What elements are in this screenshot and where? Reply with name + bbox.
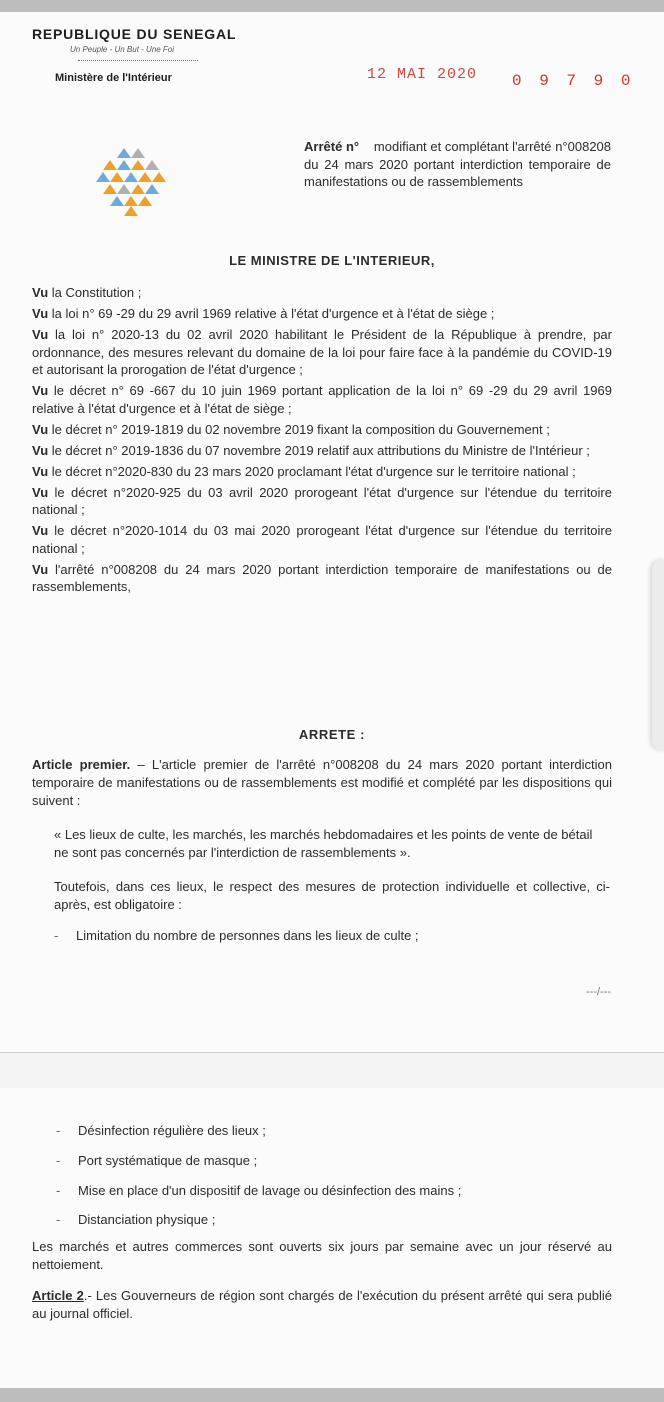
- edge-panel-handle[interactable]: [652, 560, 664, 750]
- bottom-bar: [0, 1388, 664, 1402]
- national-motto: Un Peuple - Un But - Une Foi: [70, 45, 175, 54]
- arrete-heading: ARRETE :: [298, 727, 366, 742]
- consideration-item: Vu le décret n°2020-925 du 03 avril 2020 prorogeant l'état d'urgence sur l'étendue du territoire national ;: [32, 484, 612, 517]
- top-bar: [0, 0, 664, 12]
- list-item: - Distanciation physique ;: [56, 1212, 216, 1227]
- list-item: - Mise en place d'un dispositif de lavage ou désinfection des mains ;: [56, 1183, 462, 1198]
- list-item: - Port systématique de masque ;: [56, 1153, 258, 1168]
- article-1-label: Article premier.: [32, 757, 131, 772]
- republic-title: REPUBLIQUE DU SENEGAL: [32, 26, 237, 42]
- article-1-text: – L'article premier de l'arrêté n°008208 du 24 mars 2020 portant interdiction temporaire de manifestations ou de rassemblements est modifié et complété par les dispositions qui suivent :: [32, 757, 612, 808]
- list-item: - Désinfection régulière des lieux ;: [56, 1123, 266, 1138]
- consideration-item: Vu le décret n°2020-1014 du 03 mai 2020 prorogeant l'état d'urgence sur l'étendue du territoire national ;: [32, 523, 612, 556]
- registration-number-stamp: 0 9 7 9 0: [512, 72, 635, 90]
- header-divider: [78, 60, 198, 61]
- considerations-list: [32, 284, 612, 599]
- consideration-item: Vu la Constitution ;: [32, 285, 142, 300]
- ministry-emblem-icon: [96, 148, 166, 216]
- consideration-item: Vu le décret n° 2019-1819 du 02 novembre 2019 fixant la composition du Gouvernement ;: [32, 421, 550, 437]
- page-gap: [0, 1052, 664, 1089]
- consideration-item: Vu le décret n° 69 -667 du 10 juin 1969 portant application de la loi n° 69 -29 du 29 avril 1969 relative à l'état d'urgence et à l'état de siège ;: [32, 383, 612, 416]
- subject-text: modifiant et complétant l'arrêté n°008208 du 24 mars 2020 portant interdiction temporaire de manifestations ou de rassemblements: [304, 139, 612, 189]
- article-1-quote: « Les lieux de culte, les marchés, les marchés hebdomadaires et les points de vente de bétail ne sont pas concernés par l'interdiction de rassemblements ».: [54, 827, 593, 860]
- page-continuation-mark: ---/---: [586, 986, 612, 998]
- emblem-triangles: [96, 148, 166, 216]
- ministry-name: Ministère de l'Intérieur: [55, 72, 172, 84]
- consideration-item: Vu le décret n°2020-830 du 23 mars 2020 proclamant l'état d'urgence sur le territoire national ;: [32, 463, 576, 479]
- subject-label: Arrêté n°: [304, 139, 360, 154]
- markets-paragraph: Les marchés et autres commerces sont ouverts six jours par semaine avec un jour réservé au nettoiement.: [32, 1239, 612, 1272]
- article-1: [32, 756, 612, 810]
- date-stamp: 12 MAI 2020: [367, 66, 478, 83]
- article-2-text: .- Les Gouverneurs de région sont chargés de l'exécution du présent arrêté qui sera publié au journal officiel.: [32, 1288, 612, 1321]
- article-2-label: Article 2: [32, 1288, 84, 1303]
- consideration-item: Vu le décret n° 2019-1836 du 07 novembre 2019 relatif aux attributions du Ministre de l'Intérieur ;: [32, 442, 590, 458]
- consideration-item: Vu la loi n° 69 -29 du 29 avril 1969 relative à l'état d'urgence et à l'état de siège ;: [32, 306, 495, 321]
- consideration-item: Vu l'arrêté n°008208 du 24 mars 2020 portant interdiction temporaire de manifestations ou de rassemblements,: [32, 561, 612, 594]
- decree-subject: [304, 138, 611, 191]
- list-item: - Limitation du nombre de personnes dans les lieux de culte ;: [54, 928, 419, 943]
- article-1-toutefois: Toutefois, dans ces lieux, le respect des mesures de protection individuelle et collective, ci-après, est obligatoire :: [54, 879, 610, 912]
- article-2: [32, 1287, 612, 1323]
- consideration-item: Vu la loi n° 2020-13 du 02 avril 2020 habilitant le Président de la République à prendre, par ordonnance, des mesures relevant du domaine de la loi pour faire face à la pandémie du COVID-19 et autorisant la prorogation de l'état d'urgence ;: [32, 327, 612, 377]
- minister-title: LE MINISTRE DE L'INTERIEUR,: [229, 253, 435, 268]
